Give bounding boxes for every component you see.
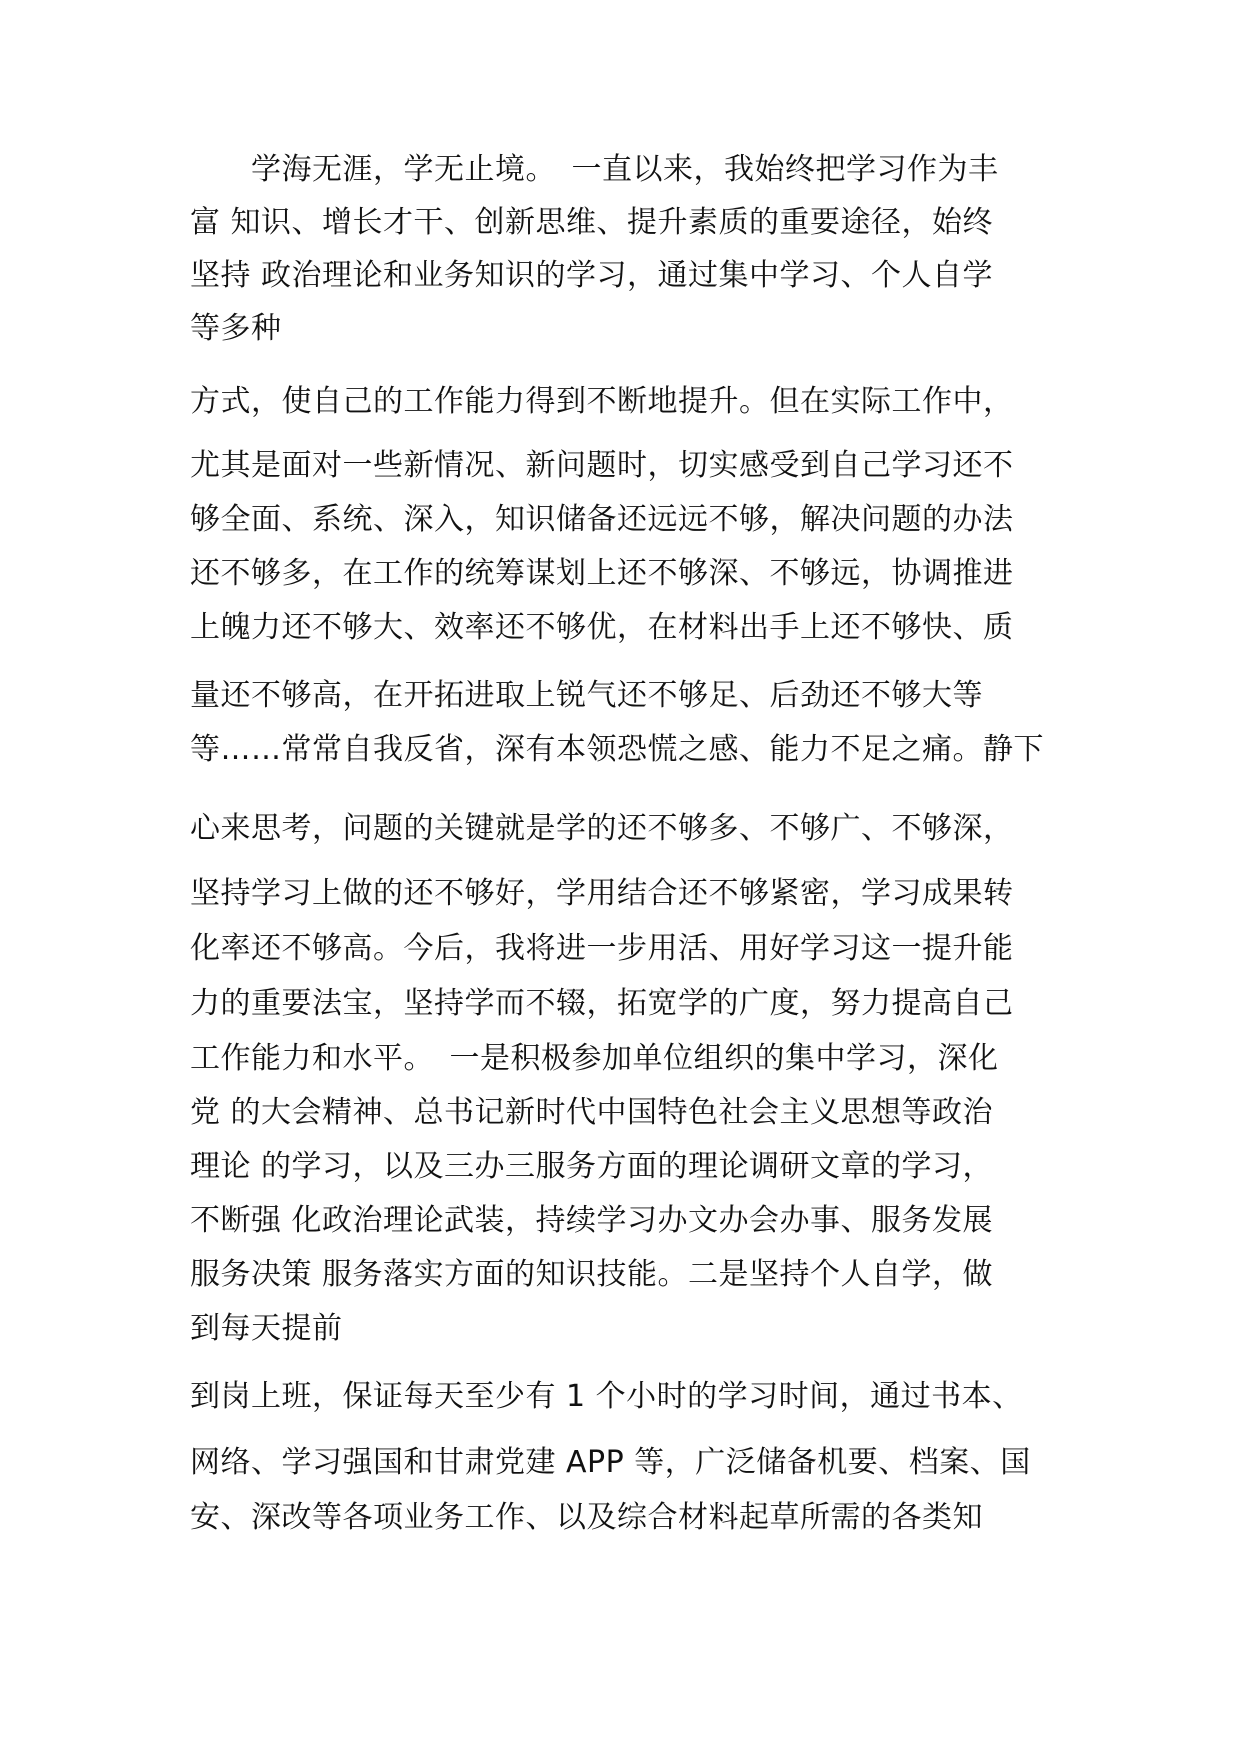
text-line: 够全面、系统、深入，知识储备还远远不够，解决问题的办法 <box>190 502 1014 537</box>
text-line: 上魄力还不够大、效率还不够优，在材料出手上还不够快、质 <box>190 610 1014 645</box>
text-line: 富 知识、增长才干、创新思维、提升素质的重要途径，始终 <box>190 205 994 240</box>
text-line: 工作能力和水平。 一是积极参加单位组织的集中学习，深化 <box>190 1041 999 1076</box>
text-line: 到每天提前 <box>190 1311 343 1346</box>
text-line: 量还不够高，在开拓进取上锐气还不够足、后劲还不够大等 <box>190 678 983 713</box>
text-line: 服务决策 服务落实方面的知识技能。二是坚持个人自学，做 <box>190 1257 994 1292</box>
text-line: 力的重要法宝，坚持学而不辍，拓宽学的广度，努力提高自己 <box>190 986 1014 1021</box>
text-line: 不断强 化政治理论武装，持续学习办文办会办事、服务发展 <box>190 1203 994 1238</box>
text-line: 到岗上班，保证每天至少有 1 个小时的学习时间，通过书本、 <box>190 1379 1023 1414</box>
text-line: 化率还不够高。今后，我将进一步用活、用好学习这一提升能 <box>190 931 1014 966</box>
text-line: 学海无涯，学无止境。 一直以来，我始终把学习作为丰 <box>190 152 999 187</box>
text-line: 党 的大会精神、总书记新时代中国特色社会主义思想等政治 <box>190 1095 994 1130</box>
text-line: 坚持学习上做的还不够好，学用结合还不够紧密，学习成果转 <box>190 876 1014 911</box>
text-line: 等多种 <box>190 311 282 346</box>
text-line: 尤其是面对一些新情况、新问题时，切实感受到自己学习还不 <box>190 448 1014 483</box>
text-line: 方式，使自己的工作能力得到不断地提升。但在实际工作中， <box>190 384 1014 419</box>
text-line: 还不够多，在工作的统筹谋划上还不够深、不够远，协调推进 <box>190 556 1014 591</box>
text-line: 心来思考，问题的关键就是学的还不够多、不够广、不够深， <box>190 811 1014 846</box>
text-line: 等……常常自我反省，深有本领恐慌之感、能力不足之痛。静下 <box>190 732 1044 767</box>
text-line: 坚持 政治理论和业务知识的学习，通过集中学习、个人自学 <box>190 258 994 293</box>
text-line: 网络、学习强国和甘肃党建 APP 等，广泛储备机要、档案、国 <box>190 1445 1031 1480</box>
text-line: 理论 的学习，以及三办三服务方面的理论调研文章的学习， <box>190 1149 994 1184</box>
text-line: 安、深改等各项业务工作、以及综合材料起草所需的各类知 <box>190 1500 983 1535</box>
